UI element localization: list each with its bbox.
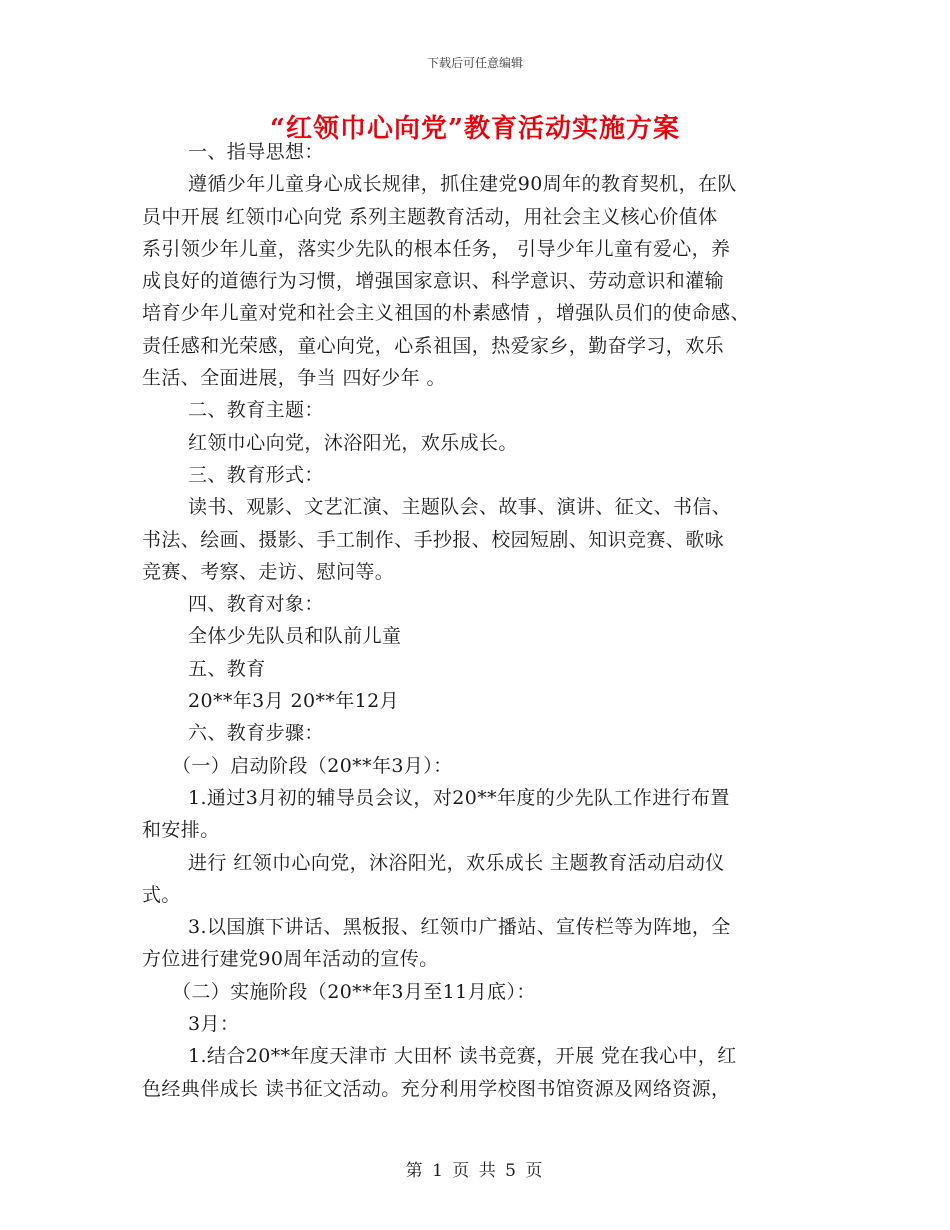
subsection-heading-implementation: （二）实施阶段（20**年3月至11月底）： [172,980,536,1003]
paragraph-line: 遵循少年儿童身心成长规律，抓住建党90周年的教育契机，在队 [188,173,737,196]
paragraph-line: 式。 [142,883,181,906]
paragraph-line: 20**年3月 20**年12月 [188,690,400,713]
paragraph-line: 1.通过3月初的辅导员会议，对20**年度的少先队工作进行布置 [188,786,730,809]
paragraph-line: 员中开展 红领巾心向党 系列主题教育活动，用社会主义核心价值体 [142,205,718,228]
paragraph-line: 1.结合20**年度天津市 大田杯 读书竞赛，开展 党在我心中，红 [188,1045,737,1068]
paragraph-line: 培育少年儿童对党和社会主义祖国的朴素感情 ，增强队员们的使命感、 [142,302,750,325]
paragraph-line: 书法、绘画、摄影、手工制作、手抄报、校园短剧、知识竞赛、歌咏 [142,528,725,551]
document-body [142,136,832,1105]
section-heading-format: 三、教育形式： [188,463,324,486]
section-heading-audience: 四、教育对象： [188,593,324,616]
paragraph-line: 和安排。 [142,819,220,842]
paragraph-line: 系引领少年儿童，落实少先队的根本任务， 引导少年儿童有爱心，养 [142,237,731,260]
paragraph-line: 竞赛、考察、走访、慰问等。 [142,560,395,583]
paragraph-line: 成良好的道德行为习惯，增强国家意识、科学意识、劳动意识和灌输 [142,270,725,293]
paragraph-line: 全体少先队员和队前儿童 [188,625,402,648]
section-heading-theme: 二、教育主题： [188,399,324,422]
section-heading-steps: 六、教育步骤： [188,722,324,745]
section-heading-education: 五、教育 [188,657,266,680]
page-number-footer: 第 1 页 共 5 页 [405,1161,545,1181]
paragraph-line: 生活、全面进展，争当 四好少年 。 [142,367,446,390]
paragraph-line: 进行 红领巾心向党，沐浴阳光，欢乐成长 主题教育活动启动仪 [188,851,725,874]
document-title: “红领巾心向党”教育活动实施方案 [270,114,680,144]
paragraph-line: 红领巾心向党，沐浴阳光，欢乐成长。 [188,431,518,454]
paragraph-line: 责任感和光荣感，童心向党，心系祖国，热爱家乡，勤奋学习，欢乐 [142,334,725,357]
paragraph-line: 3.以国旗下讲话、黑板报、红领巾广播站、宣传栏等为阵地，全 [188,916,731,939]
subsection-heading-launch: （一）启动阶段（20**年3月）： [172,754,453,777]
paragraph-line: 色经典伴成长 读书征文活动。充分利用学校图书馆资源及网络资源， [142,1077,731,1100]
month-heading-march: 3月： [188,1013,240,1036]
paragraph-line: 方位进行建党90周年活动的宣传。 [142,948,439,971]
header-note: 下载后可任意编辑 [426,56,523,70]
section-heading-guiding-thought: 一、指导思想： [188,141,324,163]
paragraph-line: 读书、观影、文艺汇演、主题队会、故事、演讲、征文、书信、 [188,496,732,519]
